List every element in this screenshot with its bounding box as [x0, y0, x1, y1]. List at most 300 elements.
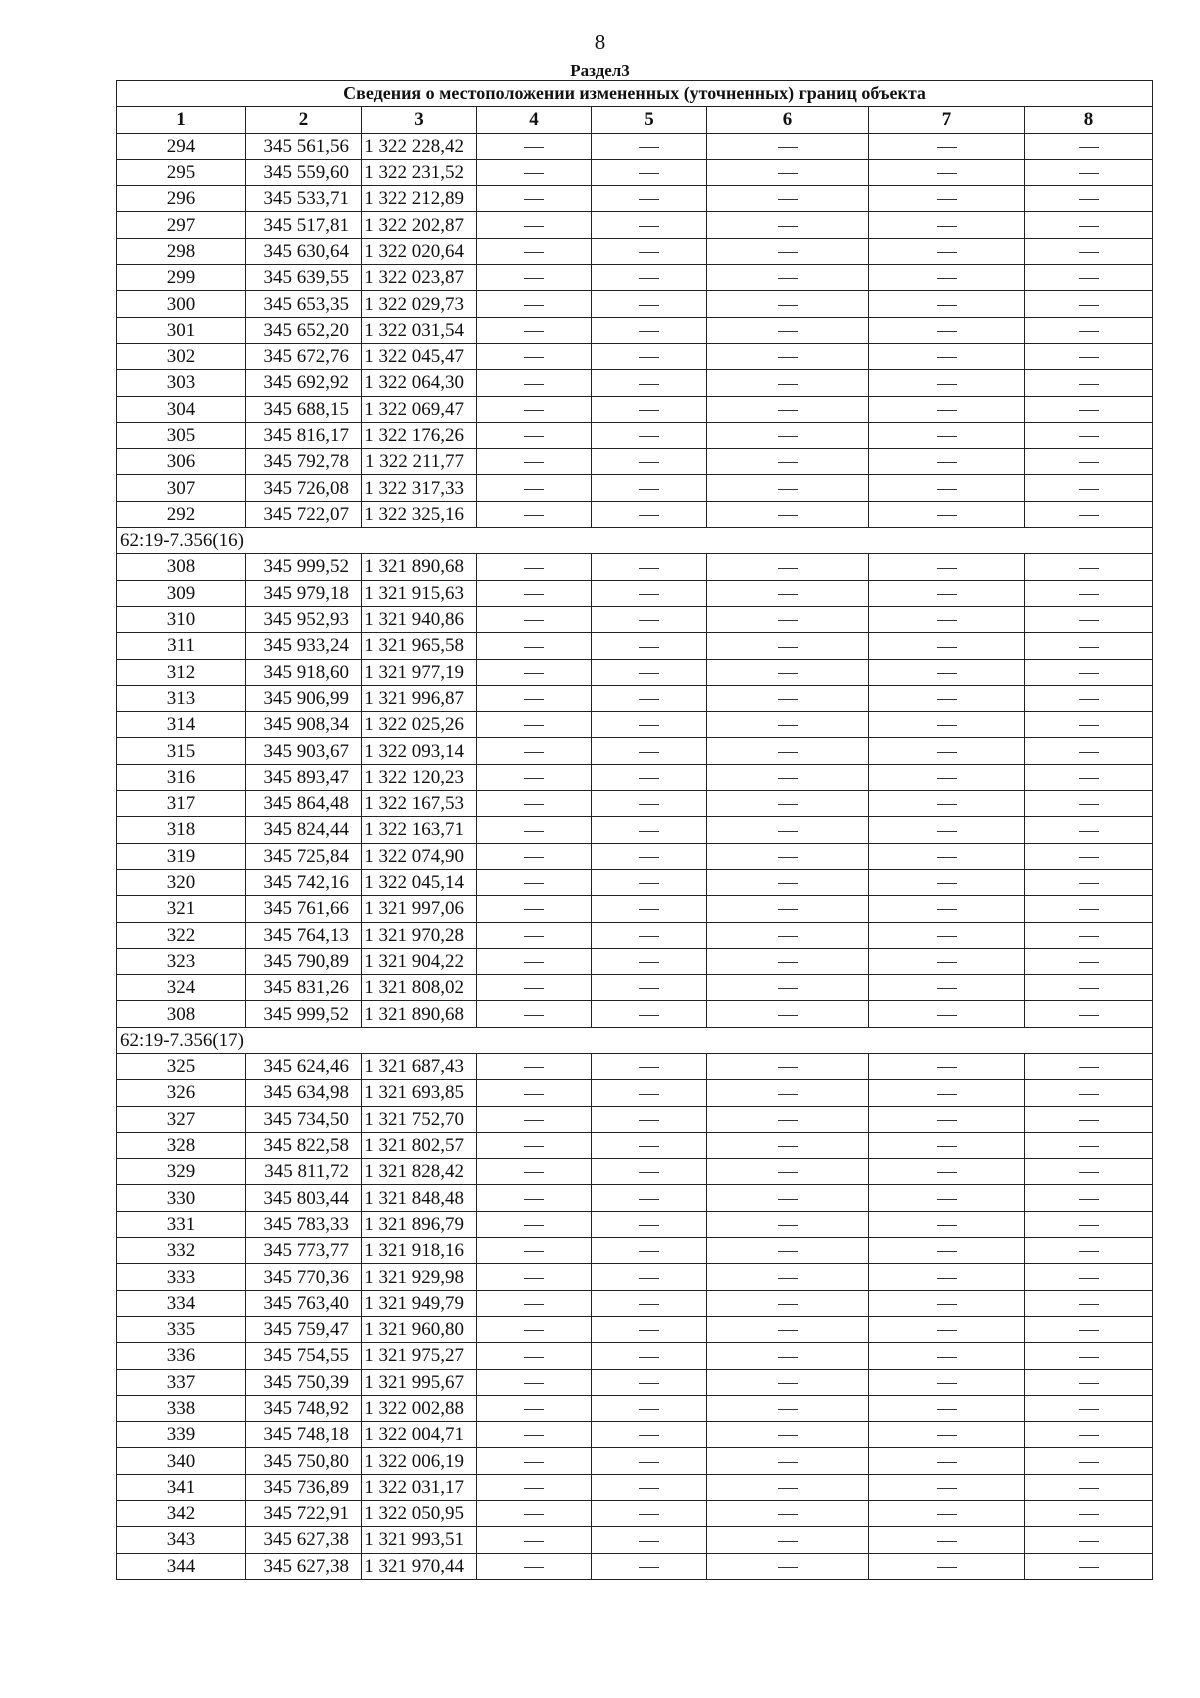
y-coordinate-cell: 1 321 687,43 [362, 1053, 477, 1079]
empty-value-cell [869, 1264, 1025, 1290]
empty-value-cell [707, 1106, 869, 1132]
dash-mark [524, 410, 544, 411]
dash-mark [524, 462, 544, 463]
table-row [117, 606, 1153, 632]
y-coordinate-cell: 1 321 977,19 [362, 659, 477, 685]
empty-value-cell [869, 817, 1025, 843]
empty-value-cell [477, 317, 592, 343]
table-row [117, 133, 1153, 159]
dash-mark [639, 725, 659, 726]
empty-value-cell [707, 896, 869, 922]
empty-value-cell [477, 1001, 592, 1027]
empty-value-cell [707, 1553, 869, 1579]
x-coordinate-cell: 345 906,99 [246, 685, 362, 711]
y-coordinate-cell: 1 322 002,88 [362, 1395, 477, 1421]
y-coordinate-cell: 1 321 965,58 [362, 633, 477, 659]
empty-value-cell [1025, 554, 1153, 580]
dash-mark [778, 278, 798, 279]
empty-value-cell [477, 133, 592, 159]
table-row [117, 370, 1153, 396]
empty-value-cell [477, 1132, 592, 1158]
column-header: 6 [707, 107, 869, 133]
dash-mark [778, 725, 798, 726]
y-coordinate-cell: 1 322 202,87 [362, 212, 477, 238]
x-coordinate-cell: 345 824,44 [246, 817, 362, 843]
dash-mark [937, 410, 957, 411]
empty-value-cell [707, 1474, 869, 1500]
dash-mark [937, 988, 957, 989]
point-number-cell: 324 [117, 975, 246, 1001]
empty-value-cell [1025, 291, 1153, 317]
empty-value-cell [1025, 791, 1153, 817]
dash-mark [524, 1435, 544, 1436]
empty-value-cell [707, 317, 869, 343]
dash-mark [778, 1462, 798, 1463]
empty-value-cell [1025, 317, 1153, 343]
point-number-cell: 316 [117, 764, 246, 790]
dash-mark [937, 1409, 957, 1410]
dash-mark [1079, 936, 1099, 937]
dash-mark [524, 831, 544, 832]
empty-value-cell [592, 843, 707, 869]
point-number-cell: 322 [117, 922, 246, 948]
x-coordinate-cell: 345 517,81 [246, 212, 362, 238]
empty-value-cell [477, 633, 592, 659]
dash-mark [639, 331, 659, 332]
empty-value-cell [1025, 1080, 1153, 1106]
empty-value-cell [477, 764, 592, 790]
empty-value-cell [477, 186, 592, 212]
dash-mark [937, 436, 957, 437]
empty-value-cell [869, 922, 1025, 948]
y-coordinate-cell: 1 322 093,14 [362, 738, 477, 764]
empty-value-cell [477, 1053, 592, 1079]
empty-value-cell [477, 396, 592, 422]
x-coordinate-cell: 345 672,76 [246, 343, 362, 369]
dash-mark [937, 1120, 957, 1121]
dash-mark [937, 331, 957, 332]
dash-mark [937, 647, 957, 648]
dash-mark [1079, 831, 1099, 832]
point-number-cell: 298 [117, 238, 246, 264]
empty-value-cell [707, 1527, 869, 1553]
coordinates-table [116, 80, 1153, 1580]
dash-mark [524, 620, 544, 621]
dash-mark [778, 436, 798, 437]
point-number-cell: 319 [117, 843, 246, 869]
dash-mark [1079, 305, 1099, 306]
empty-value-cell [1025, 1185, 1153, 1211]
empty-value-cell [869, 975, 1025, 1001]
empty-value-cell [477, 1527, 592, 1553]
dash-mark [524, 199, 544, 200]
x-coordinate-cell: 345 759,47 [246, 1316, 362, 1342]
point-number-cell: 329 [117, 1159, 246, 1185]
x-coordinate-cell: 345 748,92 [246, 1395, 362, 1421]
empty-value-cell [477, 212, 592, 238]
point-number-cell: 303 [117, 370, 246, 396]
x-coordinate-cell: 345 816,17 [246, 422, 362, 448]
empty-value-cell [477, 869, 592, 895]
table-row [117, 265, 1153, 291]
dash-mark [1079, 252, 1099, 253]
dash-mark [639, 883, 659, 884]
dash-mark [639, 1409, 659, 1410]
empty-value-cell [477, 1369, 592, 1395]
empty-value-cell [592, 1474, 707, 1500]
table-row [117, 1501, 1153, 1527]
x-coordinate-cell: 345 770,36 [246, 1264, 362, 1290]
empty-value-cell [477, 501, 592, 527]
table-row [117, 1553, 1153, 1579]
empty-value-cell [869, 475, 1025, 501]
dash-mark [639, 173, 659, 174]
point-number-cell: 305 [117, 422, 246, 448]
empty-value-cell [592, 317, 707, 343]
empty-value-cell [869, 291, 1025, 317]
dash-mark [778, 515, 798, 516]
y-coordinate-cell: 1 322 006,19 [362, 1448, 477, 1474]
point-number-cell: 337 [117, 1369, 246, 1395]
dash-mark [778, 1172, 798, 1173]
dash-mark [937, 936, 957, 937]
empty-value-cell [477, 1395, 592, 1421]
table-row [117, 659, 1153, 685]
empty-value-cell [477, 1080, 592, 1106]
dash-mark [1079, 883, 1099, 884]
dash-mark [778, 883, 798, 884]
empty-value-cell [869, 1553, 1025, 1579]
empty-value-cell [707, 370, 869, 396]
dash-mark [524, 725, 544, 726]
dash-mark [524, 1094, 544, 1095]
dash-mark [778, 568, 798, 569]
dash-mark [778, 1514, 798, 1515]
empty-value-cell [1025, 212, 1153, 238]
empty-value-cell [592, 764, 707, 790]
x-coordinate-cell: 345 627,38 [246, 1553, 362, 1579]
table-row [117, 186, 1153, 212]
section-subheading: 62:19-7.356(16) [117, 528, 1153, 554]
dash-mark [1079, 988, 1099, 989]
dash-mark [639, 752, 659, 753]
dash-mark [639, 620, 659, 621]
y-coordinate-cell: 1 322 029,73 [362, 291, 477, 317]
dash-mark [778, 1067, 798, 1068]
dash-mark [524, 515, 544, 516]
empty-value-cell [1025, 1553, 1153, 1579]
empty-value-cell [707, 1395, 869, 1421]
empty-value-cell [707, 554, 869, 580]
dash-mark [1079, 515, 1099, 516]
empty-value-cell [1025, 659, 1153, 685]
dash-mark [524, 1488, 544, 1489]
empty-value-cell [707, 212, 869, 238]
empty-value-cell [592, 238, 707, 264]
y-coordinate-cell: 1 321 995,67 [362, 1369, 477, 1395]
y-coordinate-cell: 1 321 802,57 [362, 1132, 477, 1158]
point-number-cell: 338 [117, 1395, 246, 1421]
section-subheading-row [117, 528, 1153, 554]
y-coordinate-cell: 1 322 211,77 [362, 449, 477, 475]
table-row [117, 1395, 1153, 1421]
x-coordinate-cell: 345 999,52 [246, 554, 362, 580]
empty-value-cell [477, 1448, 592, 1474]
empty-value-cell [1025, 1422, 1153, 1448]
empty-value-cell [592, 1080, 707, 1106]
x-coordinate-cell: 345 763,40 [246, 1290, 362, 1316]
dash-mark [778, 1383, 798, 1384]
empty-value-cell [707, 159, 869, 185]
empty-value-cell [477, 1106, 592, 1132]
dash-mark [639, 647, 659, 648]
point-number-cell: 330 [117, 1185, 246, 1211]
empty-value-cell [707, 791, 869, 817]
dash-mark [937, 1330, 957, 1331]
empty-value-cell [477, 843, 592, 869]
table-row [117, 1001, 1153, 1027]
empty-value-cell [869, 896, 1025, 922]
dash-mark [1079, 1172, 1099, 1173]
column-header: 4 [477, 107, 592, 133]
dash-mark [639, 278, 659, 279]
empty-value-cell [869, 265, 1025, 291]
x-coordinate-cell: 345 933,24 [246, 633, 362, 659]
dash-mark [1079, 673, 1099, 674]
empty-value-cell [1025, 1501, 1153, 1527]
empty-value-cell [1025, 896, 1153, 922]
empty-value-cell [1025, 501, 1153, 527]
dash-mark [778, 1541, 798, 1542]
empty-value-cell [1025, 869, 1153, 895]
dash-mark [937, 594, 957, 595]
empty-value-cell [869, 1316, 1025, 1342]
column-header: 5 [592, 107, 707, 133]
dash-mark [524, 173, 544, 174]
y-coordinate-cell: 1 322 050,95 [362, 1501, 477, 1527]
table-row [117, 317, 1153, 343]
x-coordinate-cell: 345 748,18 [246, 1422, 362, 1448]
empty-value-cell [707, 1080, 869, 1106]
dash-mark [778, 410, 798, 411]
empty-value-cell [1025, 1238, 1153, 1264]
empty-value-cell [707, 291, 869, 317]
empty-value-cell [707, 738, 869, 764]
empty-value-cell [477, 343, 592, 369]
dash-mark [778, 1120, 798, 1121]
x-coordinate-cell: 345 761,66 [246, 896, 362, 922]
dash-mark [937, 699, 957, 700]
dash-mark [1079, 1462, 1099, 1463]
point-number-cell: 315 [117, 738, 246, 764]
empty-value-cell [477, 1185, 592, 1211]
dash-mark [639, 1383, 659, 1384]
empty-value-cell [477, 606, 592, 632]
dash-mark [524, 936, 544, 937]
table-row [117, 1159, 1153, 1185]
empty-value-cell [1025, 1132, 1153, 1158]
section-subheading: 62:19-7.356(17) [117, 1027, 1153, 1053]
empty-value-cell [869, 1501, 1025, 1527]
x-coordinate-cell: 345 750,39 [246, 1369, 362, 1395]
dash-mark [524, 804, 544, 805]
dash-mark [937, 1488, 957, 1489]
dash-mark [1079, 1514, 1099, 1515]
dash-mark [524, 909, 544, 910]
point-number-cell: 311 [117, 633, 246, 659]
point-number-cell: 331 [117, 1211, 246, 1237]
empty-value-cell [592, 186, 707, 212]
empty-value-cell [1025, 449, 1153, 475]
dash-mark [639, 1462, 659, 1463]
dash-mark [1079, 226, 1099, 227]
dash-mark [639, 1541, 659, 1542]
column-header: 2 [246, 107, 362, 133]
dash-mark [778, 699, 798, 700]
empty-value-cell [592, 712, 707, 738]
dash-mark [639, 462, 659, 463]
dash-mark [639, 1199, 659, 1200]
dash-mark [524, 305, 544, 306]
x-coordinate-cell: 345 692,92 [246, 370, 362, 396]
dash-mark [778, 147, 798, 148]
table-row [117, 1343, 1153, 1369]
dash-mark [1079, 1278, 1099, 1279]
empty-value-cell [592, 1369, 707, 1395]
empty-value-cell [592, 975, 707, 1001]
dash-mark [639, 568, 659, 569]
dash-mark [639, 778, 659, 779]
y-coordinate-cell: 1 322 031,54 [362, 317, 477, 343]
dash-mark [524, 1567, 544, 1568]
empty-value-cell [592, 291, 707, 317]
dash-mark [937, 489, 957, 490]
empty-value-cell [869, 133, 1025, 159]
x-coordinate-cell: 345 653,35 [246, 291, 362, 317]
dash-mark [1079, 489, 1099, 490]
dash-mark [1079, 1304, 1099, 1305]
empty-value-cell [707, 1422, 869, 1448]
dash-mark [937, 857, 957, 858]
dash-mark [937, 1462, 957, 1463]
x-coordinate-cell: 345 918,60 [246, 659, 362, 685]
empty-value-cell [1025, 475, 1153, 501]
empty-value-cell [1025, 764, 1153, 790]
dash-mark [778, 1251, 798, 1252]
empty-value-cell [869, 1001, 1025, 1027]
dash-mark [524, 752, 544, 753]
dash-mark [524, 1462, 544, 1463]
table-row [117, 1211, 1153, 1237]
dash-mark [937, 752, 957, 753]
dash-mark [1079, 1225, 1099, 1226]
point-number-cell: 314 [117, 712, 246, 738]
dash-mark [639, 1435, 659, 1436]
table-caption-row [117, 81, 1153, 107]
y-coordinate-cell: 1 321 929,98 [362, 1264, 477, 1290]
column-header: 3 [362, 107, 477, 133]
column-header: 7 [869, 107, 1025, 133]
x-coordinate-cell: 345 831,26 [246, 975, 362, 1001]
point-number-cell: 302 [117, 343, 246, 369]
empty-value-cell [1025, 186, 1153, 212]
dash-mark [1079, 1015, 1099, 1016]
dash-mark [524, 147, 544, 148]
y-coordinate-cell: 1 321 993,51 [362, 1527, 477, 1553]
empty-value-cell [592, 1501, 707, 1527]
dash-mark [778, 1199, 798, 1200]
table-row [117, 343, 1153, 369]
y-coordinate-cell: 1 321 752,70 [362, 1106, 477, 1132]
empty-value-cell [592, 265, 707, 291]
empty-value-cell [707, 133, 869, 159]
empty-value-cell [869, 317, 1025, 343]
point-number-cell: 313 [117, 685, 246, 711]
table-row [117, 1422, 1153, 1448]
dash-mark [1079, 1409, 1099, 1410]
empty-value-cell [707, 1501, 869, 1527]
empty-value-cell [592, 738, 707, 764]
empty-value-cell [1025, 422, 1153, 448]
y-coordinate-cell: 1 321 828,42 [362, 1159, 477, 1185]
x-coordinate-cell: 345 893,47 [246, 764, 362, 790]
dash-mark [937, 252, 957, 253]
dash-mark [1079, 647, 1099, 648]
empty-value-cell [869, 633, 1025, 659]
empty-value-cell [1025, 343, 1153, 369]
empty-value-cell [707, 817, 869, 843]
x-coordinate-cell: 345 736,89 [246, 1474, 362, 1500]
dash-mark [1079, 1251, 1099, 1252]
x-coordinate-cell: 345 559,60 [246, 159, 362, 185]
empty-value-cell [1025, 712, 1153, 738]
empty-value-cell [707, 1132, 869, 1158]
empty-value-cell [707, 449, 869, 475]
empty-value-cell [477, 1238, 592, 1264]
empty-value-cell [592, 1001, 707, 1027]
dash-mark [937, 1304, 957, 1305]
empty-value-cell [477, 1264, 592, 1290]
dash-mark [524, 1357, 544, 1358]
empty-value-cell [707, 1001, 869, 1027]
dash-mark [937, 831, 957, 832]
dash-mark [524, 331, 544, 332]
dash-mark [778, 909, 798, 910]
empty-value-cell [477, 475, 592, 501]
dash-mark [1079, 199, 1099, 200]
dash-mark [937, 357, 957, 358]
dash-mark [1079, 1357, 1099, 1358]
table-row [117, 712, 1153, 738]
table-row [117, 422, 1153, 448]
empty-value-cell [707, 712, 869, 738]
table-row [117, 554, 1153, 580]
empty-value-cell [1025, 685, 1153, 711]
dash-mark [639, 1094, 659, 1095]
dash-mark [778, 357, 798, 358]
empty-value-cell [707, 1290, 869, 1316]
dash-mark [524, 1199, 544, 1200]
empty-value-cell [592, 659, 707, 685]
empty-value-cell [592, 1290, 707, 1316]
dash-mark [639, 804, 659, 805]
dash-mark [639, 305, 659, 306]
empty-value-cell [1025, 396, 1153, 422]
point-number-cell: 325 [117, 1053, 246, 1079]
dash-mark [1079, 594, 1099, 595]
dash-mark [524, 278, 544, 279]
point-number-cell: 292 [117, 501, 246, 527]
